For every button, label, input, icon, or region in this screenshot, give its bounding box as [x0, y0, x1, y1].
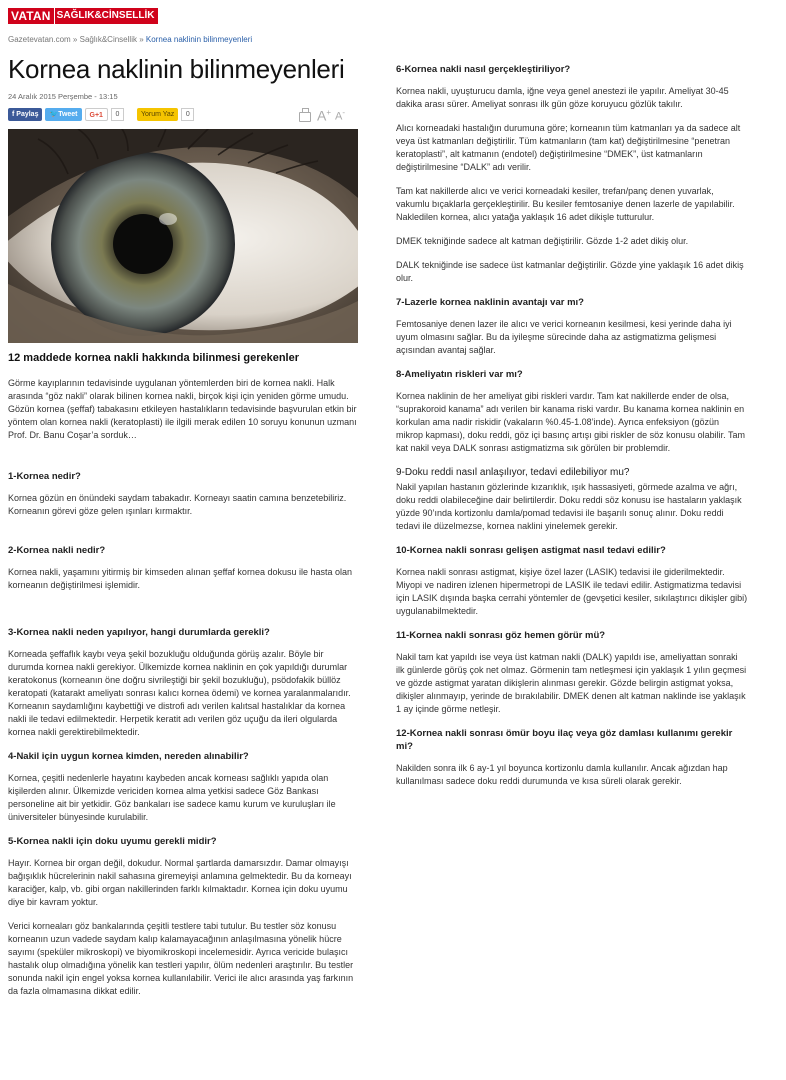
font-decrease-sign: - — [342, 108, 346, 117]
section-paragraph: Hayır. Kornea bir organ değil, dokudur. Normal şartlarda damarsızdır. Damar olmayışı bağışıklık hücrelerinin nakil sahasına giremeyişi anlamına gelmektedir. Bu da korneayı karaciğer, kalp, vb. gibi organ nakillerinden farklı kılmaktadır. Kornea için doku uyumu diye bir kavram yoktur. — [8, 858, 352, 907]
section-heading: 6-Kornea nakli nasıl gerçekleştiriliyor? — [396, 64, 571, 75]
gplus-button[interactable]: G+1 — [85, 108, 108, 121]
section-heading: 8-Ameliyatın riskleri var mı? — [396, 369, 523, 380]
facebook-share-label: Paylaş — [16, 110, 39, 118]
article-body-right — [396, 63, 748, 799]
section-heading: 5-Kornea nakli için doku uyumu gerekli midir? — [8, 836, 217, 847]
breadcrumb-separator: » — [70, 35, 80, 44]
font-decrease-button[interactable] — [335, 107, 345, 123]
section-paragraph: Kornea nakli, uyuşturucu damla, iğne veya genel anestezi ile yapılır. Ameliyat 30-45 dakika arası sürer. Ameliyat sonrası ilk gün göze koruyucu gözlük takılır. — [396, 86, 729, 109]
section-paragraph: Nakil tam kat yapıldı ise veya üst katman nakli (DALK) yapıldı ise, ameliyattan sonraki ilk günlerde görüş çok net olmaz. Görmenin tam netleşmesi için yaklaşık 1 yılın geçmesi ve gözde astigmat yaratan dikişlerin alınması gerekir. Gözde belirgin astigmat yoksa, dikişler alınmayıp, yerinde de bırakılabilir. DMEK denen alt katman naklinde ise yaklaşık 1 ay içinde görme netleşir. — [396, 652, 747, 714]
page-title: Kornea naklinin bilinmeyenleri — [8, 54, 345, 84]
gplus-count: 0 — [111, 108, 124, 121]
tweet-button[interactable] — [45, 108, 81, 121]
write-comment-button[interactable]: Yorum Yaz — [137, 108, 178, 121]
section-heading: 7-Lazerle kornea naklinin avantajı var mı? — [396, 297, 584, 308]
facebook-share-button[interactable] — [8, 108, 42, 121]
print-icon[interactable] — [299, 112, 311, 122]
section-paragraph: Kornea nakli, yaşamını yitirmiş bir kimseden alınan şeffaf kornea dokusu ile hasta olan korneanın değiştirilmesi işlemidir. — [8, 567, 353, 590]
section-paragraph: DMEK tekniğinde sadece alt katman değiştirilir. Gözde 1-2 adet dikiş olur. — [396, 236, 689, 246]
logo-section: SAĞLIK&CİNSELLİK — [54, 8, 159, 24]
breadcrumb-current[interactable]: Kornea naklinin bilinmeyenleri — [145, 35, 253, 44]
section-heading: 11-Kornea nakli sonrası göz hemen görür mü? — [396, 630, 606, 641]
font-increase-button[interactable] — [317, 106, 331, 123]
section-paragraph: DALK tekniğinde ise sadece üst katmanlar değiştirilir. Gözde yine yaklaşık 16 adet dikiş olur. — [396, 260, 744, 283]
breadcrumb-home[interactable]: Gazetevatan.com — [8, 35, 71, 44]
site-logo[interactable] — [8, 8, 158, 24]
intro-paragraph: Görme kayıplarının tedavisinde uygulanan yöntemlerden biri de kornea nakli. Halk arasında “göz nakli” olarak bilinen kornea nakli, birçok kişi için yeniden görme umudu. Gözün kornea (şeffaf) tabakasını etkileyen hastalıkların tedavisinde başvurulan etkin bir yöntem olan kornea nakli (keratoplasti) ile ilgili merak edilen 10 soruyu konunun uzmanı Prof. Dr. Banu Coşar’a sorduk… — [8, 378, 357, 440]
logo-brand: VATAN — [8, 8, 54, 24]
font-increase-letter: A — [317, 107, 327, 124]
section-paragraph: Kornea gözün en önündeki saydam tabakadır. Korneayı saatin camına benzetebiliriz. Korneanın görevi göze gelen ışınları kırmaktır. — [8, 493, 347, 516]
section-heading: 1-Kornea nedir? — [8, 471, 81, 482]
lead-heading: 12 maddede kornea nakli hakkında bilinmesi gerekenler — [8, 352, 300, 364]
breadcrumb — [8, 35, 252, 44]
section-paragraph: Femtosaniye denen lazer ile alıcı ve verici korneanın kesilmesi, kesi yerinde daha iyi uyum olmasını sağlar. Bu da iyileşme sürecinde daha az astigmatizma gelişmesi açısından avantaj sağlar. — [396, 319, 732, 355]
section-heading: 12-Kornea nakli sonrası ömür boyu ilaç veya göz damlası kullanımı gerekir mi? — [396, 728, 733, 752]
section-paragraph: Nakil yapılan hastanın gözlerinde kızarıklık, ışık hassasiyeti, görmede azalma ve ağrı, doku reddi olabileceğine dair belirtilerdir. Doku reddi söz konusu ise hastaların yaklaşık yüzde 90’ında kortizonlu damla/pomad tedavisi ile başarılı sonuç alınır. Doku reddi tedavi ile düzelmezse, kornea naklini yinelemek gerekir. — [396, 482, 742, 531]
font-increase-sign: + — [326, 108, 332, 117]
font-decrease-letter: A — [335, 110, 343, 123]
twitter-icon: 🐦 — [49, 110, 59, 118]
section-paragraph: Kornea, çeşitli nedenlerle hayatını kaybeden ancak korneası sağlıklı yapıda olan kişilerden alınır. Ülkemizde vericiden kornea alma yetkisi sadece Göz Bankası personeline ait bir yetkidir. Göz bankaları ise sadece kamu kurum ve kuruluşları ile üniversiteler bünyesinde kurulabilir. — [8, 773, 336, 822]
section-heading: 4-Nakil için uygun kornea kimden, nereden alınabilir? — [8, 751, 249, 762]
article-image — [8, 129, 358, 343]
section-paragraph: Alıcı korneadaki hastalığın durumuna göre; korneanın tüm katmanları ya da sadece alt veya üst katmanları değiştirilir. Tüm katmanların (tam kat) değiştirilmesine “penetran keratoplasti”, alt katmanın (endotel) değiştirilmesine “DMEK”, üst katmanların değiştirilmesine “DALK” adı verilir. — [396, 123, 741, 172]
article-tools — [299, 106, 345, 123]
section-paragraph: Nakilden sonra ilk 6 ay-1 yıl boyunca kortizonlu damla kullanılır. Ancak ağızdan hap kullanılması sadece doku reddi durumunda ve kısa süreli olarak gerekir. — [396, 763, 728, 786]
breadcrumb-separator: » — [136, 35, 146, 44]
article-body-left — [8, 377, 358, 1009]
section-heading: 2-Kornea nakli nedir? — [8, 545, 106, 556]
share-bar — [8, 107, 194, 121]
breadcrumb-section[interactable]: Sağlık&Cinsellik — [79, 35, 137, 44]
comment-count: 0 — [181, 108, 194, 121]
section-paragraph: Verici korneaları göz bankalarında çeşitli testlere tabi tutulur. Bu testler söz konusu korneanın uzun vadede saydam kalıp kalamayacağının anlaşılmasına yönelik hücre sayımı (speküler mikroskopi) ve biyomikroskopi incelemesidir. Ayrıca vericide bulaşıcı hastalık olup olmadığına yönelik kan testleri yapılır, ölüm nedenleri araştırılır. Bu testler sonunda nakil için engel yoksa kornea kullanılabilir. Verici ile alıcı arasında yaş farkının da fazla olmamasına dikkat edilir. — [8, 921, 354, 996]
eye-illustration — [8, 129, 358, 343]
section-paragraph: Kornea naklinin de her ameliyat gibi riskleri vardır. Tam kat nakillerde ender de olsa, “suprakoroid kanama” adı verilen bir kanama riski vardır. Bu kanama kornea naklinin en korkulan ama nadir riskidir (vakaların %0.45-1.08’inde). Ayrıca enfeksiyon (gözün mikrop kapması), doku reddi, göz içi basınç artışı gibi riskler de söz konusu olabilir. Tam kat nakil veya DALK sonrası astigmatizma sık görülen bir problemdir. — [396, 391, 745, 453]
section-paragraph: Korneada şeffaflık kaybı veya şekil bozukluğu olduğunda görüş azalır. Böyle bir durumda kornea nakli gerekiyor. Ülkemizde kornea naklinin en çok yapıldığı durumlar keratokonus (korneanın öne doğru sivrileştiği bir şekil bozukluğu), psödofakik büllöz keratopati (katarakt ameliyatı sonrası kalıcı kornea ödemi) ve kornea yaralanmalarıdır. Korneanın saydamlığını kaybettiği ve distrofi adı verilen kalıtsal hastalıklar da kornea nakli ile tedavi edilmektedir. Herpetik keratit adı verilen göz uçuğu da ileri olgularda kornea nakli gerektirebilmektedir. — [8, 649, 351, 737]
section-heading: 3-Kornea nakli neden yapılıyor, hangi durumlarda gerekli? — [8, 627, 270, 638]
facebook-icon: f — [12, 110, 17, 118]
section-paragraph: Kornea nakli sonrası astigmat, kişiye özel lazer (LASIK) tedavisi ile giderilmektedir. Miyopi ve nadiren izlenen hipermetropi de LASIK ile tedavi edilir. Astigmatizma tedavisi için LASIK dışında başka cerrahi yöntemler de (gevşetici kesiler, sıkılaştırıcı dikişler gibi) uygulanabilmektedir. — [396, 567, 748, 616]
section-heading: 10-Kornea nakli sonrası gelişen astigmat nasıl tedavi edilir? — [396, 545, 666, 556]
section-paragraph: Tam kat nakillerde alıcı ve verici korneadaki kesiler, trefan/panç denen yuvarlak, vakumlu bıçaklarla gerçekleştirilir. Bu kesiler femtosaniye denen lazerle de yapılabilir. Nakledilen kornea, alıcı yatağa yaklaşık 16 adet dikişle tutturulur. — [396, 186, 735, 222]
tweet-label: Tweet — [58, 110, 78, 118]
section-heading: 9-Doku reddi nasıl anlaşılıyor, tedavi edilebiliyor mu? — [396, 467, 630, 478]
article-date: 24 Aralık 2015 Perşembe - 13:15 — [8, 92, 118, 101]
